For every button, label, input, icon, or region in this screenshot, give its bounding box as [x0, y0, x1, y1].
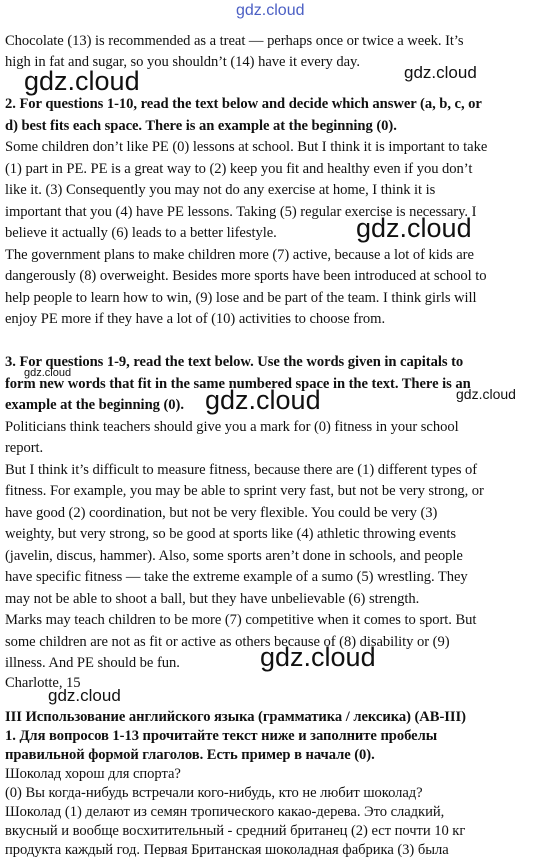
text-line: some children are not as fit or active as others because of (8) disability or (9)	[5, 634, 450, 650]
text-line: (1) part in PE. PE is a great way to (2) keep you fit and healthy even if you don’t	[5, 161, 473, 177]
text-line: dangerously (8) overweight. Besides more sports have been introduced at school to	[5, 268, 487, 284]
text-line: продукта каждый год. Первая Британская шоколадная фабрика (3) была	[5, 842, 449, 858]
text-line: (0) Вы когда-нибудь встречали кого-нибудь, кто не любит шоколад?	[5, 785, 423, 801]
section-heading: d) best fits each space. There is an example at the beginning (0).	[5, 118, 397, 134]
watermark: gdz.cloud	[48, 686, 121, 705]
text-line: illness. And PE should be fun.	[5, 655, 180, 671]
text-line: Chocolate (13) is recommended as a treat — perhaps once or twice a week. It’s	[5, 33, 464, 49]
watermark: gdz.cloud	[24, 66, 140, 96]
text-line: fitness. For example, you may be able to sprint very fast, but not be very strong, or	[5, 483, 484, 499]
text-line: Politicians think teachers should give you a mark for (0) fitness in your school	[5, 419, 459, 435]
text-line: high in fat and sugar, so you shouldn’t (14) have it every day.	[5, 54, 360, 70]
text-line: вкусный и вообще восхитительный - средний британец (2) ест почти 10 кг	[5, 823, 466, 839]
section-heading: правильной формой глаголов. Есть пример в начале (0).	[5, 747, 375, 763]
watermark: gdz.cloud	[236, 2, 305, 19]
text-line: important that you (4) have PE lessons. Taking (5) regular exercise is necessary. I	[5, 204, 477, 220]
section-heading: 3. For questions 1-9, read the text below. Use the words given in capitals to	[5, 354, 464, 370]
text-line: (javelin, discus, hammer). Also, some sports aren’t done in schools, and people	[5, 548, 463, 564]
section-heading: III Использование английского языка (грамматика / лексика) (АВ-III)	[5, 709, 466, 725]
text-line: Some children don’t like PE (0) lessons at school. But I think it is important to take	[5, 139, 488, 155]
text-line: have specific fitness — take the extreme example of a sumo (5) wrestling. They	[5, 569, 468, 585]
section-heading: 1. Для вопросов 1-13 прочитайте текст ниже и заполните пробелы	[5, 728, 438, 744]
text-line: like it. (3) Consequently you may not do any exercise at home, I think it is	[5, 182, 436, 198]
watermark: gdz.cloud	[260, 642, 376, 672]
section-heading: form new words that fit in the same numbered space in the text. There is an	[5, 376, 471, 392]
text-line: have good (2) coordination, but not be very flexible. You could be very (3)	[5, 505, 438, 521]
text-line: believe it actually (6) leads to a better lifestyle.	[5, 225, 277, 241]
text-line: Шоколад хорош для спорта?	[5, 766, 181, 782]
text-line: Marks may teach children to be more (7) competitive when it comes to sport. But	[5, 612, 477, 628]
watermark: gdz.cloud	[356, 213, 472, 243]
watermark: gdz.cloud	[205, 385, 321, 415]
watermark: gdz.cloud	[24, 367, 72, 379]
text-line: weighty, but very strong, so be good at sports like (4) athletic throwing events	[5, 526, 457, 542]
section-heading: example at the beginning (0).	[5, 397, 184, 413]
text-line: may not be able to shoot a ball, but they have unbelievable (6) strength.	[5, 591, 420, 607]
watermark: gdz.cloud	[404, 63, 477, 82]
text-line: Шоколад (1) делают из семян тропического какао-дерева. Это сладкий,	[5, 804, 445, 820]
text-line: The government plans to make children more (7) active, because a lot of kids are	[5, 247, 474, 263]
watermark: gdz.cloud	[456, 386, 516, 402]
text-line: help people to learn how to win, (9) lose and be part of the team. I think girls will	[5, 290, 477, 306]
text-line: report.	[5, 440, 44, 456]
section-heading: 2. For questions 1-10, read the text below and decide which answer (a, b, c, or	[5, 96, 482, 112]
signature: Charlotte, 15	[5, 675, 81, 691]
text-line: But I think it’s difficult to measure fitness, because there are (1) different types of	[5, 462, 478, 478]
text-line: enjoy PE more if they have a lot of (10) activities to choose from.	[5, 311, 386, 327]
